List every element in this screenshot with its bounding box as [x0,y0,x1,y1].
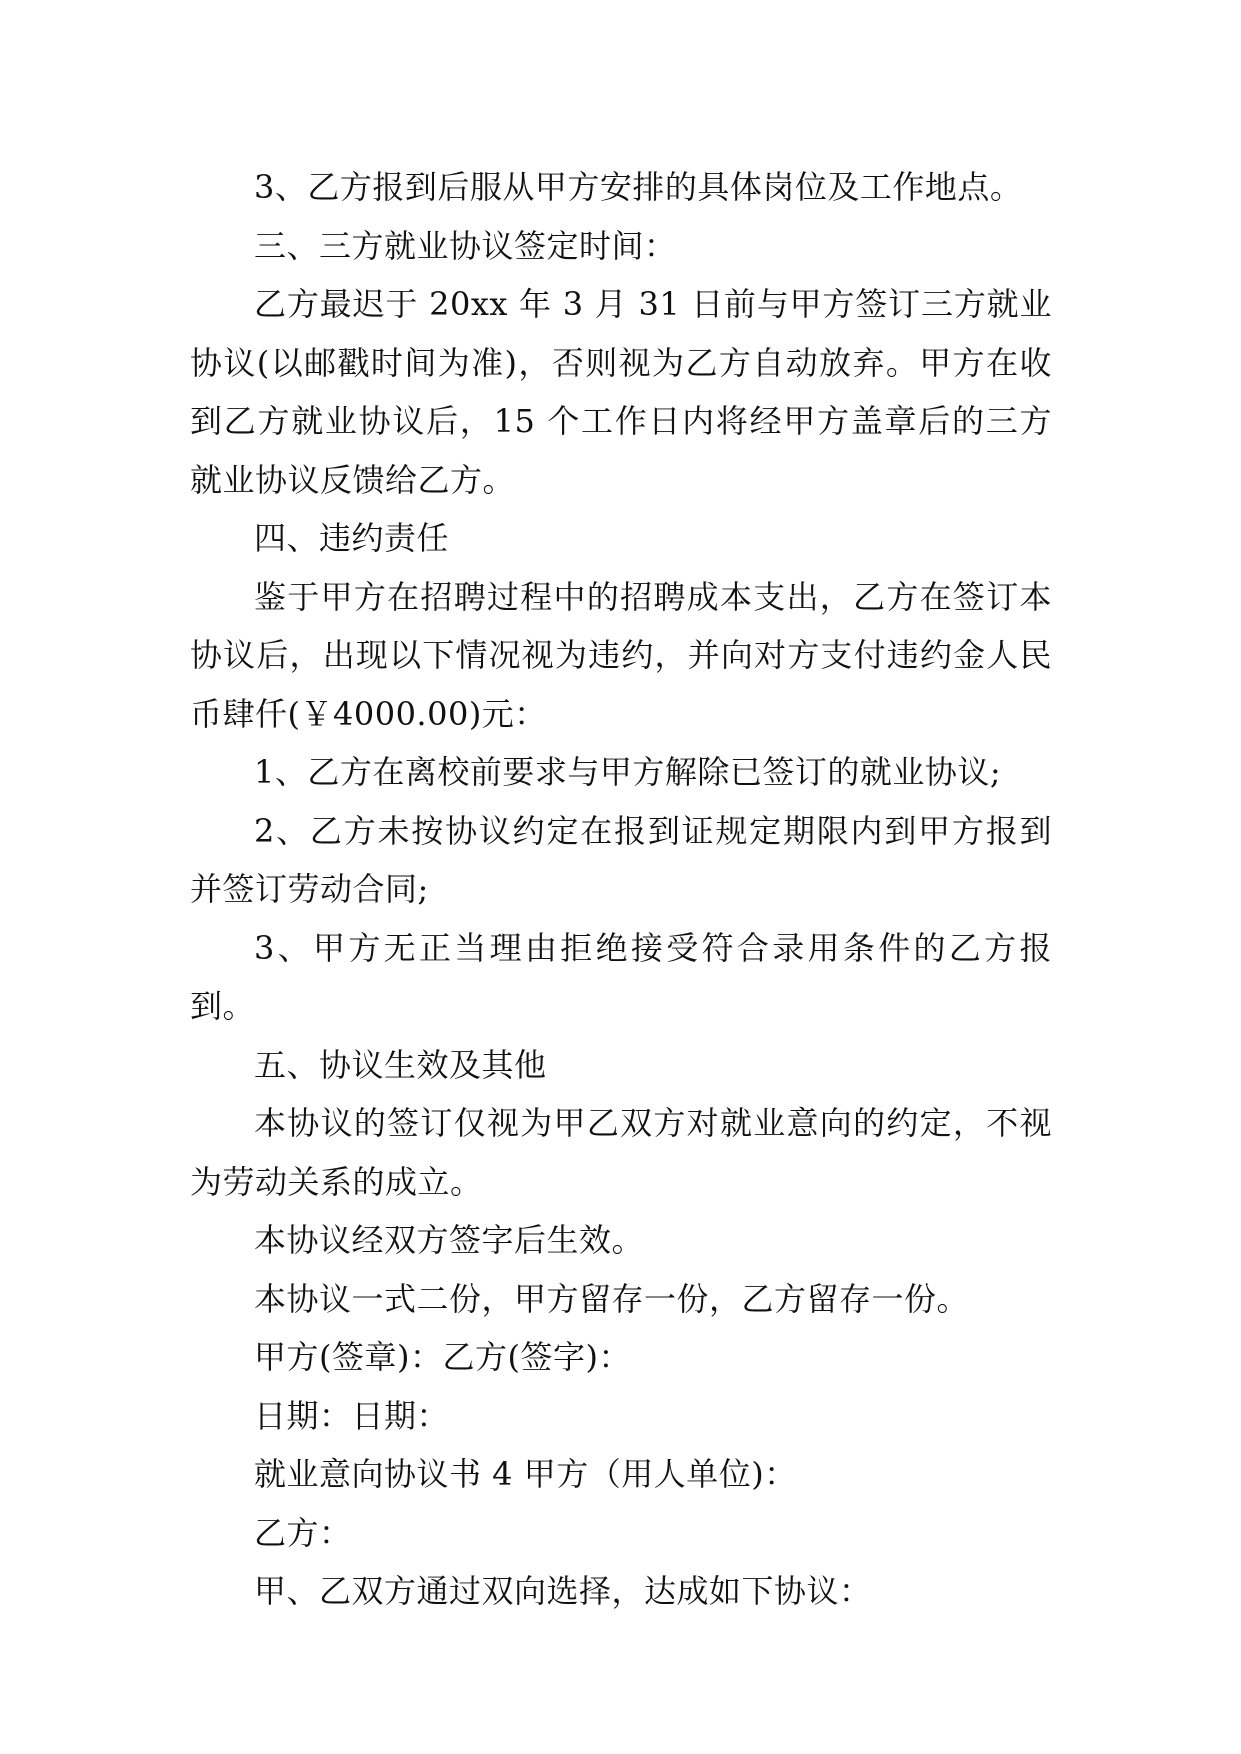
paragraph-5: 鉴于甲方在招聘过程中的招聘成本支出，乙方在签订本协议后，出现以下情况视为违约，并向对方支付违约金人民币肆仟(￥4000.00)元： [190,577,1052,733]
paragraph-12: 本协议一式二份，甲方留存一份，乙方留存一份。 [254,1279,970,1318]
date-line: 日期：日期： [254,1396,450,1435]
section-heading-5: 五、协议生效及其他 [254,1045,547,1084]
paragraph-10: 本协议的签订仅视为甲乙双方对就业意向的约定，不视为劳动关系的成立。 [190,1104,1052,1201]
paragraph-1: 3、乙方报到后服从甲方安排的具体岗位及工作地点。 [254,168,1023,206]
agreement-title-line: 就业意向协议书 4 甲方（用人单位)： [254,1455,797,1493]
paragraph-17: 甲、乙双方通过双向选择，达成如下协议： [254,1572,872,1610]
document-body [190,158,1052,1621]
party-b-line: 乙方： [254,1513,352,1552]
paragraph-11: 本协议经双方签字后生效。 [254,1221,645,1259]
signature-line: 甲方(签章)：乙方(签字)： [254,1338,631,1376]
paragraph-8: 3、甲方无正当理由拒绝接受符合录用条件的乙方报到。 [190,928,1052,1025]
paragraph-7: 2、乙方未按协议约定在报到证规定期限内到甲方报到并签订劳动合同; [190,811,1052,908]
section-heading-3: 三、三方就业协议签定时间： [254,226,677,265]
paragraph-6: 1、乙方在离校前要求与甲方解除已签订的就业协议; [254,753,1002,791]
paragraph-3: 乙方最迟于 20xx 年 3 月 31 日前与甲方签订三方就业协议(以邮戳时间为准)，否则视为乙方自动放弃。甲方在收到乙方就业协议后，15 个工作日内将经甲方盖章后的三方就业协议反馈给乙方。 [190,285,1052,499]
section-heading-4: 四、违约责任 [254,519,450,557]
